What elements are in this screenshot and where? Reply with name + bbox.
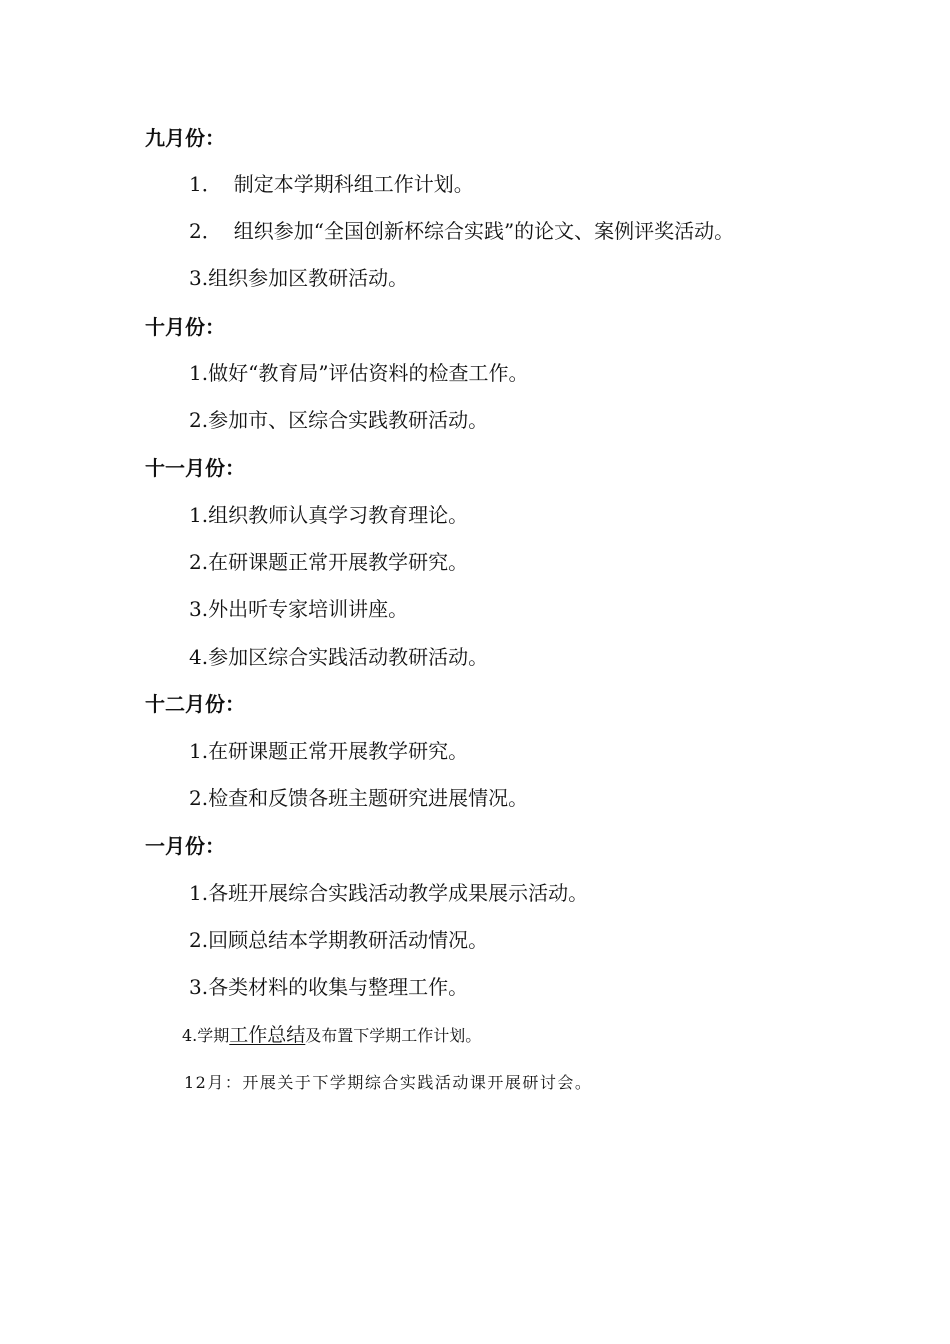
list-item [189,975,468,999]
heading-january: 一月份： [145,834,225,858]
item-number: 1. [189,361,209,385]
heading-december: 十二月份： [145,692,245,716]
list-item [189,928,488,952]
item-text-prefix: 学期 [197,1026,230,1045]
item-number: 2. [189,408,209,432]
heading-september: 九月份： [145,126,225,150]
underlined-phrase: 工作总结 [229,1024,306,1046]
item-number: 4. [182,1026,198,1045]
item-text: 各班开展综合实践活动教学成果展示活动。 [208,881,589,905]
item-number: 1. [189,881,209,905]
list-item [189,266,408,290]
item-text: 各类材料的收集与整理工作。 [208,975,469,999]
heading-november: 十一月份： [145,456,245,480]
list-item [189,408,488,432]
item-text: 组织教师认真学习教育理论。 [208,503,469,527]
item-number: 1. [189,503,209,527]
list-item [189,786,528,810]
list-item [189,881,588,905]
item-text: 参加区综合实践活动教研活动。 [208,645,489,669]
item-number: 4. [189,645,209,669]
item-number: 1. [189,739,209,763]
item-text-suffix: 及布置下学期工作计划。 [305,1026,482,1045]
item-text: 在研课题正常开展教学研究。 [208,739,469,763]
item-text: 参加市、区综合实践教研活动。 [208,408,489,432]
list-item [189,172,474,196]
item-number: 3. [189,975,209,999]
heading-october: 十月份： [145,315,225,339]
list-item [189,361,529,385]
list-item [189,645,488,669]
item-text: 在研课题正常开展教学研究。 [208,550,469,574]
seminar-line: 12月：开展关于下学期综合实践活动课开展研讨会。 [184,1073,593,1092]
item-number: 2. [189,786,209,810]
summary-line [182,1025,481,1046]
item-number: 3. [189,266,209,290]
list-item [189,503,468,527]
item-number: 3. [189,597,209,621]
list-item [189,739,468,763]
item-number: 2． [189,219,222,243]
item-text: 组织参加“全国创新杯综合实践”的论文、案例评奖活动。 [233,219,735,243]
list-item [189,219,734,243]
item-text: 制定本学期科组工作计划。 [233,172,474,196]
item-text: 回顾总结本学期教研活动情况。 [208,928,489,952]
item-text: 外出听专家培训讲座。 [208,597,409,621]
item-number: 1． [189,172,222,196]
item-text: 检查和反馈各班主题研究进展情况。 [208,786,529,810]
item-text: 组织参加区教研活动。 [208,266,409,290]
item-number: 2. [189,550,209,574]
list-item [189,597,408,621]
item-text: 做好“教育局”评估资料的检查工作。 [208,361,529,385]
list-item [189,550,468,574]
item-number: 2. [189,928,209,952]
